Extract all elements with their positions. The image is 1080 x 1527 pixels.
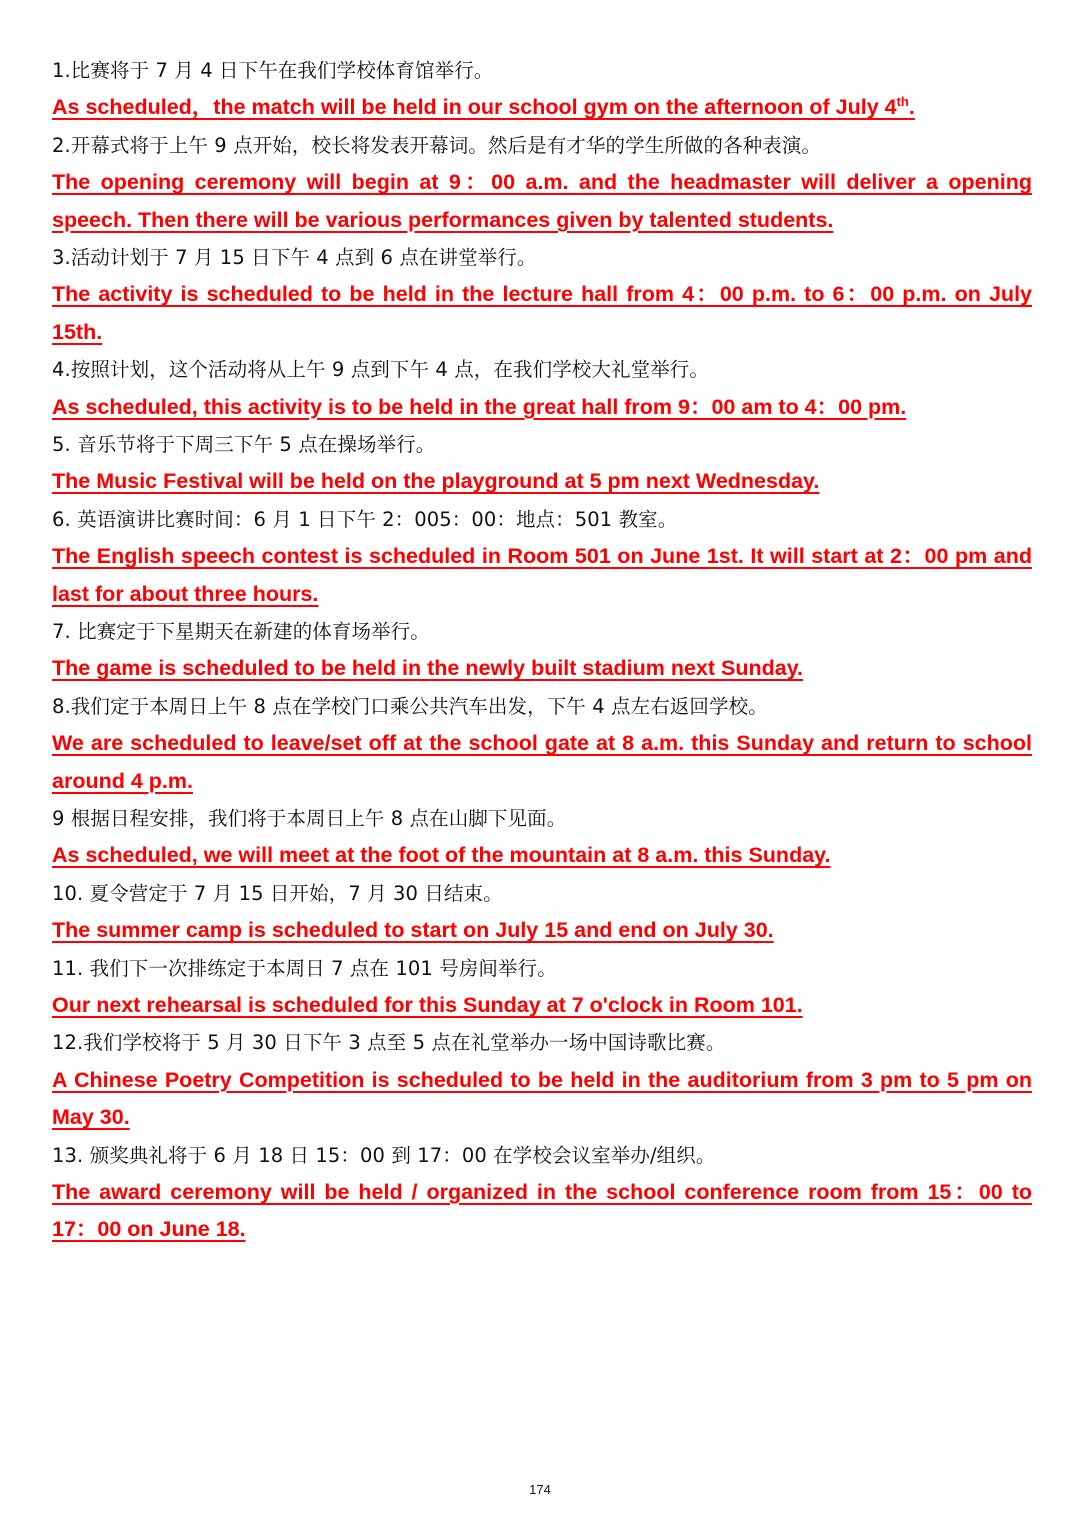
english-answer: A Chinese Poetry Competition is scheduled to be held in the auditorium from 3 pm to 5 pm on May 30. <box>52 1067 1032 1130</box>
english-answer: The activity is scheduled to be held in the lecture hall from 4：00 p.m. to 6：00 p.m. on July 15th. <box>52 282 1032 344</box>
english-answer: The award ceremony will be held / organized in the school conference room from 15：00 to 17：00 on June 18. <box>52 1179 1032 1242</box>
chinese-sentence: 3.活动计划于 7 月 15 日下午 4 点到 6 点在讲堂举行。 <box>52 246 537 269</box>
exercise-item-2 <box>52 127 1032 239</box>
exercise-item-3 <box>52 239 1032 351</box>
document-page <box>52 52 1032 1249</box>
exercise-item-7 <box>52 613 1032 688</box>
exercise-item-9 <box>52 800 1032 875</box>
english-answer <box>52 89 1032 126</box>
chinese-sentence: 4.按照计划，这个活动将从上午 9 点到下午 4 点，在我们学校大礼堂举行。 <box>52 358 710 382</box>
chinese-sentence: 1.比赛将于 7 月 4 日下午在我们学校体育馆举行。 <box>52 59 494 82</box>
english-answer: The opening ceremony will begin at 9：00 a.m. and the headmaster will deliver a opening speech. Then there will be various performances given by talented students. <box>52 170 1032 232</box>
chinese-sentence: 13. 颁奖典礼将于 6 月 18 日 15：00 到 17：00 在学校会议室举办/组织。 <box>52 1143 716 1167</box>
exercise-item-13 <box>52 1137 1032 1249</box>
english-answer: We are scheduled to leave/set off at the school gate at 8 a.m. this Sunday and return to school around 4 p.m. <box>52 731 1032 793</box>
exercise-item-8 <box>52 688 1032 800</box>
exercise-item-5 <box>52 426 1032 501</box>
page-number: 174 <box>529 1482 551 1497</box>
chinese-sentence: 12.我们学校将于 5 月 30 日下午 3 点至 5 点在礼堂举办一场中国诗歌比赛。 <box>52 1031 726 1055</box>
exercise-item-11 <box>52 950 1032 1025</box>
english-answer-text: As scheduled，the match will be held in our school gym on the afternoon of July 4 <box>52 95 897 120</box>
chinese-sentence: 10. 夏令营定于 7 月 15 日开始，7 月 30 日结束。 <box>52 881 503 905</box>
chinese-sentence: 11. 我们下一次排练定于本周日 7 点在 101 号房间举行。 <box>52 956 557 980</box>
chinese-sentence: 7. 比赛定于下星期天在新建的体育场举行。 <box>52 620 430 643</box>
chinese-sentence: 2.开幕式将于上午 9 点开始，校长将发表开幕词。然后是有才华的学生所做的各种表演。 <box>52 133 822 157</box>
english-answer-tail: . <box>908 95 915 120</box>
chinese-sentence: 8.我们定于本周日上午 8 点在学校门口乘公共汽车出发，下午 4 点左右返回学校。 <box>52 694 768 718</box>
english-answer: As scheduled, we will meet at the foot of the mountain at 8 a.m. this Sunday. <box>52 843 831 868</box>
english-answer: The Music Festival will be held on the playground at 5 pm next Wednesday. <box>52 469 820 494</box>
english-answer: The game is scheduled to be held in the newly built stadium next Sunday. <box>52 656 804 681</box>
english-answer: The summer camp is scheduled to start on July 15 and end on July 30. <box>52 918 774 943</box>
chinese-sentence: 6. 英语演讲比赛时间：6 月 1 日下午 2：005：00：地点：501 教室。 <box>52 507 678 531</box>
chinese-sentence: 9 根据日程安排，我们将于本周日上午 8 点在山脚下见面。 <box>52 807 567 830</box>
exercise-item-10 <box>52 875 1032 950</box>
exercise-item-1 <box>52 52 1032 127</box>
english-answer: As scheduled, this activity is to be held in the great hall from 9：00 am to 4：00 pm. <box>52 394 907 419</box>
chinese-sentence: 5. 音乐节将于下周三下午 5 点在操场举行。 <box>52 433 436 456</box>
superscript: th <box>896 94 909 110</box>
exercise-item-4 <box>52 351 1032 426</box>
exercise-item-6 <box>52 501 1032 613</box>
english-answer: Our next rehearsal is scheduled for this Sunday at 7 o'clock in Room 101. <box>52 992 803 1017</box>
exercise-item-12 <box>52 1024 1032 1136</box>
english-answer: The English speech contest is scheduled in Room 501 on June 1st. It will start at 2：00 pm and last for about three hours. <box>52 544 1032 606</box>
